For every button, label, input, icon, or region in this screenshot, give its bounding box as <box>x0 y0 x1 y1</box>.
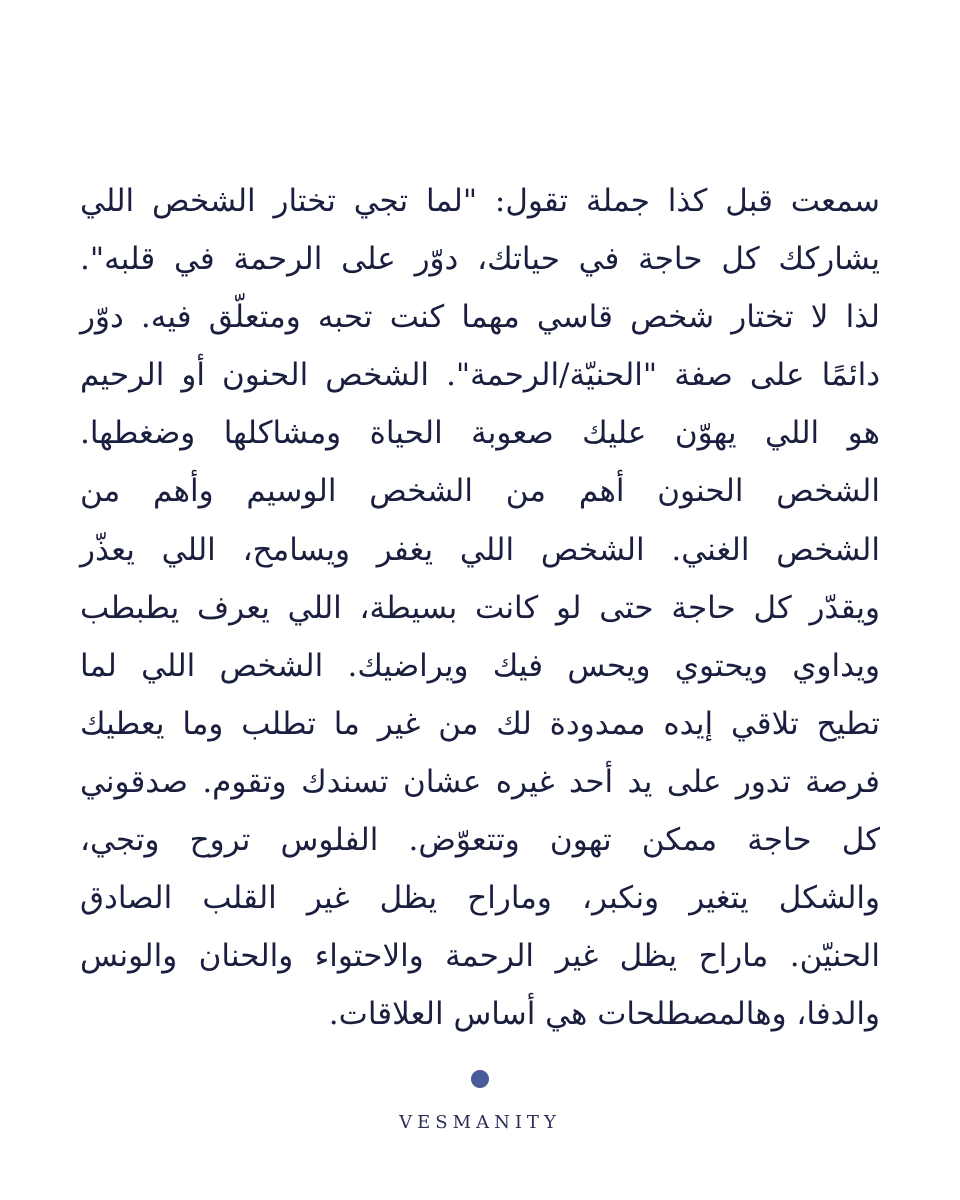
text-line: دائمًا على صفة "الحنيّة/الرحمة". الشخص الحنون أو الرحيم <box>80 357 880 394</box>
text-line: والدفا، وهالمصطلحات هي أساس العلاقات. <box>328 996 880 1033</box>
quote-text <box>80 172 880 1043</box>
text-line: ويقدّر كل حاجة حتى لو كانت بسيطة، اللي يعرف يطبطب <box>80 589 880 626</box>
text-line: هو اللي يهوّن عليك صعوبة الحياة ومشاكلها وضغطها. <box>80 415 880 452</box>
text-line: سمعت قبل كذا جملة تقول: "لما تجي تختار الشخص اللي <box>80 183 880 219</box>
text-line: والشكل يتغير ونكبر، وماراح يظل غير القلب الصادق <box>80 880 880 917</box>
text-line: الشخص الحنون أهم من الشخص الوسيم وأهم من <box>80 473 880 510</box>
text-line: الحنيّن. ماراح يظل غير الرحمة والاحتواء والحنان والونس <box>80 938 880 975</box>
text-line: ويداوي ويحتوي ويحس فيك ويراضيك. الشخص اللي لما <box>80 647 880 684</box>
decorative-dot-icon <box>471 1070 489 1088</box>
text-line: يشاركك كل حاجة في حياتك، دوّر على الرحمة في قلبه". <box>80 241 880 278</box>
text-line: كل حاجة ممكن تهون وتتعوّض. الفلوس تروح وتجي، <box>80 822 880 859</box>
text-line: تطيح تلاقي إيده ممدودة لك من غير ما تطلب وما يعطيك <box>80 705 880 742</box>
text-line: لذا لا تختار شخص قاسي مهما كنت تحبه ومتعلّق فيه. دوّر <box>80 299 880 336</box>
text-line: فرصة تدور على يد أحد غيره عشان تسندك وتقوم. صدقوني <box>80 763 880 800</box>
brand-wordmark: VESMANITY <box>399 1112 561 1133</box>
text-line: الشخص الغني. الشخص اللي يغفر ويسامح، اللي يعذّر <box>80 531 880 568</box>
